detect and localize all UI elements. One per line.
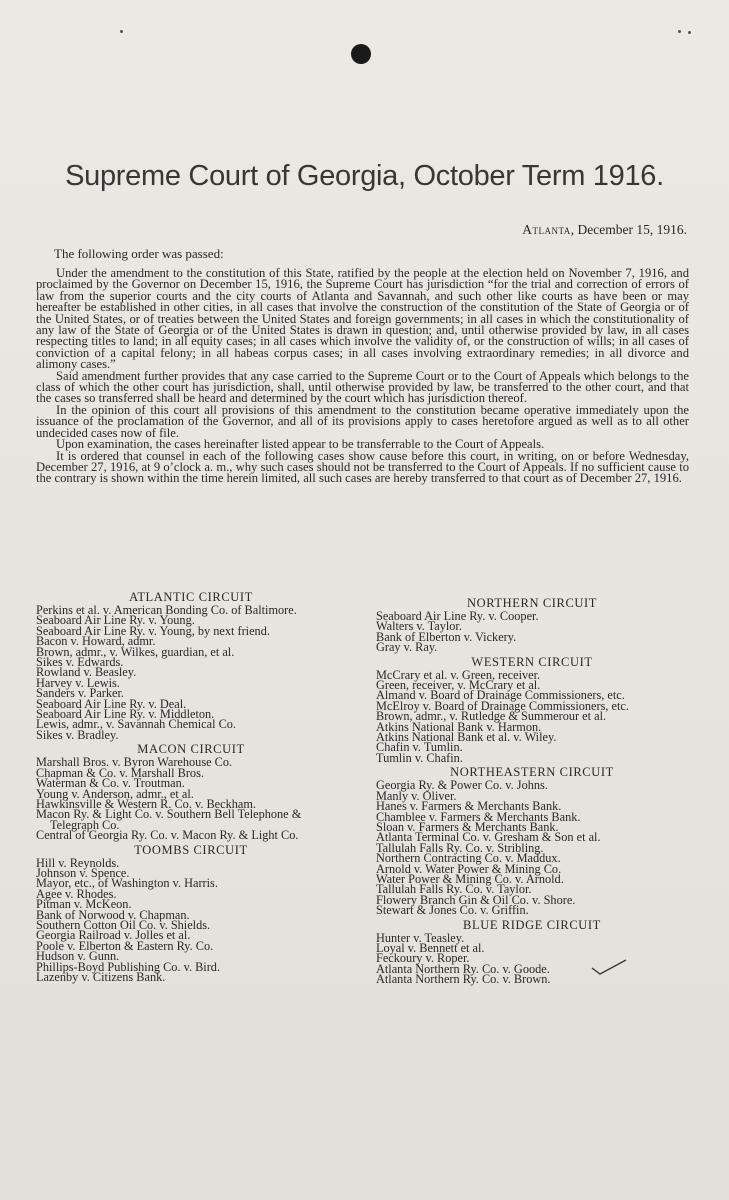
case-entry: Lazenby v. Citizens Bank. bbox=[36, 970, 166, 984]
case-entry: Johnson v. Spence. bbox=[36, 865, 130, 880]
case-entry: Gray v. Ray. bbox=[376, 640, 438, 655]
case-entry: Seaboard Air Line Ry. v. Young, by next friend. bbox=[36, 623, 270, 638]
case-entry: Bank of Elberton v. Vickery. bbox=[376, 629, 517, 644]
case-entry: Macon Ry. & Light Co. v. Southern Bell Telephone & Telegraph Co. bbox=[36, 807, 302, 832]
circuit-heading: NORTHERN CIRCUIT bbox=[466, 596, 598, 610]
document-title: Supreme Court of Georgia, October Term 1916. bbox=[65, 160, 664, 192]
paragraph: In the opinion of this court all provisions of this amendment to the constitution became operative immediately upon the issuance of the proclamation of the Governor, and all of its provisions apply to cases heretofore argued as well as to all other undecided cases now of file. bbox=[36, 402, 689, 440]
case-entry: Hunter v. Teasley. bbox=[376, 930, 465, 945]
case-entry: Sloan v. Farmers & Merchants Bank. bbox=[376, 819, 559, 834]
case-entry: Atlanta Northern Ry. Co. v. Goode. bbox=[376, 961, 550, 976]
case-entry: Sikes v. Bradley. bbox=[36, 727, 119, 742]
paragraph: Upon examination, the cases hereinafter listed appear to be transferrable to the Court of Appeals. bbox=[56, 437, 545, 452]
case-entry: Georgia Ry. & Power Co. v. Johns. bbox=[376, 778, 548, 793]
case-entry: Chafin v. Tumlin. bbox=[376, 740, 463, 755]
dateline: Atlanta, December 15, 1916. bbox=[522, 222, 687, 237]
case-entry: Water Power & Mining Co. v. Arnold. bbox=[376, 871, 564, 886]
speck bbox=[120, 30, 123, 33]
case-entry: Atlanta Terminal Co. v. Gresham & Son et al. bbox=[376, 830, 601, 845]
case-entry: Southern Cotton Oil Co. v. Shields. bbox=[36, 917, 211, 932]
case-entry: Atkins National Bank v. Harmon. bbox=[376, 719, 542, 734]
case-entry: Flowery Branch Gin & Oil Co. v. Shore. bbox=[376, 892, 576, 907]
case-entry: Seaboard Air Line Ry. v. Young. bbox=[36, 613, 195, 628]
case-entry: Bacon v. Howard, admr. bbox=[36, 634, 156, 649]
case-entry: Georgia Railroad v. Jolles et al. bbox=[36, 928, 191, 943]
case-entry: Almand v. Board of Drainage Commissioners, etc. bbox=[376, 688, 625, 703]
case-entry: Feckoury v. Roper. bbox=[376, 951, 470, 966]
paragraph: It is ordered that counsel in each of the following cases show cause before this court, in writing, on or before Wednesday, December 27, 1916, at 9 o’clock a. m., why such cases should not be transferred to the Court of Appeals. If no sufficient cause to the contrary is shown within the time herein limited, all such cases are hereby transferred to that court as of December 27, 1916. bbox=[36, 448, 689, 486]
case-entry: Green, receiver, v. McCrary et al. bbox=[376, 678, 541, 693]
intro-line: The following order was passed: bbox=[54, 246, 224, 261]
case-entry: Hanes v. Farmers & Merchants Bank. bbox=[376, 799, 562, 814]
case-entry: Manly v. Oliver. bbox=[376, 788, 457, 803]
case-entry: Atkins National Bank et al. v. Wiley. bbox=[376, 730, 557, 745]
circuit-heading: NORTHEASTERN CIRCUIT bbox=[450, 765, 614, 780]
case-entry: Hawkinsville & Western R. Co. v. Beckham. bbox=[36, 796, 256, 811]
case-entry: Lewis, admr., v. Savannah Chemical Co. bbox=[36, 717, 237, 732]
speck bbox=[678, 30, 681, 33]
case-entry: McElroy v. Board of Drainage Commissioners, etc. bbox=[376, 698, 629, 713]
case-entry: Sanders v. Parker. bbox=[36, 686, 124, 701]
case-entry: Marshall Bros. v. Byron Warehouse Co. bbox=[36, 755, 233, 770]
circuit-heading: WESTERN CIRCUIT bbox=[471, 654, 593, 669]
case-entry: Mayor, etc., of Washington v. Harris. bbox=[36, 876, 218, 891]
case-entry: Poole v. Elberton & Eastern Ry. Co. bbox=[36, 938, 214, 953]
case-entry: Walters v. Taylor. bbox=[376, 619, 462, 634]
case-entry: Bank of Norwood v. Chapman. bbox=[36, 907, 190, 922]
case-entry: Tallulah Falls Ry. Co. v. Taylor. bbox=[376, 882, 532, 897]
paragraph: Said amendment further provides that any case carried to the Supreme Court or to the Court of Appeals which belongs to the class of which the other court has jurisdiction, shall, until otherwise provided by law, be transferred to the other court, and that the cases so transferred shall be heard and determined by the court which has jurisdiction thereof. bbox=[36, 368, 689, 406]
case-entry: Brown, admr., v. Wilkes, guardian, et al. bbox=[36, 644, 235, 659]
dateline-date: December 15, 1916. bbox=[577, 222, 687, 237]
case-entry: Chapman & Co. v. Marshall Bros. bbox=[36, 765, 204, 780]
order-body bbox=[36, 268, 689, 485]
case-entry: Hill v. Reynolds. bbox=[36, 855, 120, 870]
circuit-heading: MACON CIRCUIT bbox=[137, 742, 245, 757]
case-column-left bbox=[36, 588, 346, 982]
case-entry: Loyal v. Bennett et al. bbox=[376, 940, 485, 955]
case-entry: Seaboard Air Line Ry. v. Cooper. bbox=[376, 609, 539, 623]
case-entry: Seaboard Air Line Ry. v. Deal. bbox=[36, 696, 187, 711]
case-entry: Tallulah Falls Ry. Co. v. Stribling. bbox=[376, 840, 544, 855]
case-entry: Rowland v. Beasley. bbox=[36, 665, 137, 680]
case-entry: Pitman v. McKeon. bbox=[36, 897, 132, 912]
case-entry: Young v. Anderson, admr., et al. bbox=[36, 786, 194, 801]
punch-hole bbox=[351, 44, 371, 64]
case-entry: Sikes v. Edwards. bbox=[36, 655, 124, 670]
case-entry: Seaboard Air Line Ry. v. Middleton. bbox=[36, 707, 215, 722]
case-entry: Arnold v. Water Power & Mining Co. bbox=[376, 861, 562, 876]
case-column-right bbox=[376, 594, 688, 985]
speck bbox=[688, 31, 691, 34]
circuit-heading: BLUE RIDGE CIRCUIT bbox=[463, 917, 601, 932]
case-entry: Hudson v. Gunn. bbox=[36, 949, 120, 964]
case-entry: Perkins et al. v. American Bonding Co. of Baltimore. bbox=[36, 603, 297, 617]
case-entry: Central of Georgia Ry. Co. v. Macon Ry. & Light Co. bbox=[36, 828, 299, 843]
case-entry: Chamblee v. Farmers & Merchants Bank. bbox=[376, 809, 581, 824]
pencil-check-mark bbox=[590, 958, 628, 976]
case-entry: Phillips-Boyd Publishing Co. v. Bird. bbox=[36, 959, 221, 974]
case-entry: Stewart & Jones Co. v. Griffin. bbox=[376, 903, 529, 918]
case-entry: Harvey v. Lewis. bbox=[36, 675, 120, 690]
case-entry: McCrary et al. v. Green, receiver. bbox=[376, 667, 541, 682]
case-entry: Waterman & Co. v. Troutman. bbox=[36, 776, 185, 791]
circuit-heading: ATLANTIC CIRCUIT bbox=[129, 590, 253, 604]
dateline-city: Atlanta bbox=[522, 222, 571, 237]
circuit-heading: TOOMBS CIRCUIT bbox=[134, 842, 248, 857]
paragraph: Under the amendment to the constitution of this State, ratified by the people at the election held on November 7, 1916, and proclaimed by the Governor on December 15, 1916, the Supreme Court has jurisdiction “for the trial and correction of errors of law from the superior courts and the city courts of Atlanta and Savannah, and such other like courts as have been or may hereafter be established in other cities, in all cases that involve the construction of the constitution of the State of Georgia or of the United States, or of treaties between the United States and foreign governments; in all cases in which the constitutionality of any law of the State of Georgia or of the United States is drawn in question; and, until otherwise provided by law, in all cases respecting titles to land; in all equity cases; in all cases which involve the validity of, or the construction of wills; in all cases of conviction of a capital felony; in all habeas corpus cases; in all cases involving extraordinary remedies; in all divorce and alimony cases.” bbox=[36, 266, 689, 372]
case-entry: Northern Contracting Co. v. Maddux. bbox=[376, 851, 561, 866]
case-entry: Tumlin v. Chafin. bbox=[376, 750, 463, 765]
case-entry: Agee v. Rhodes. bbox=[36, 886, 117, 901]
case-entry: Atlanta Northern Ry. Co. v. Brown. bbox=[376, 972, 551, 987]
case-entry: Brown, admr., v. Rutledge & Summerour et al. bbox=[376, 709, 607, 724]
